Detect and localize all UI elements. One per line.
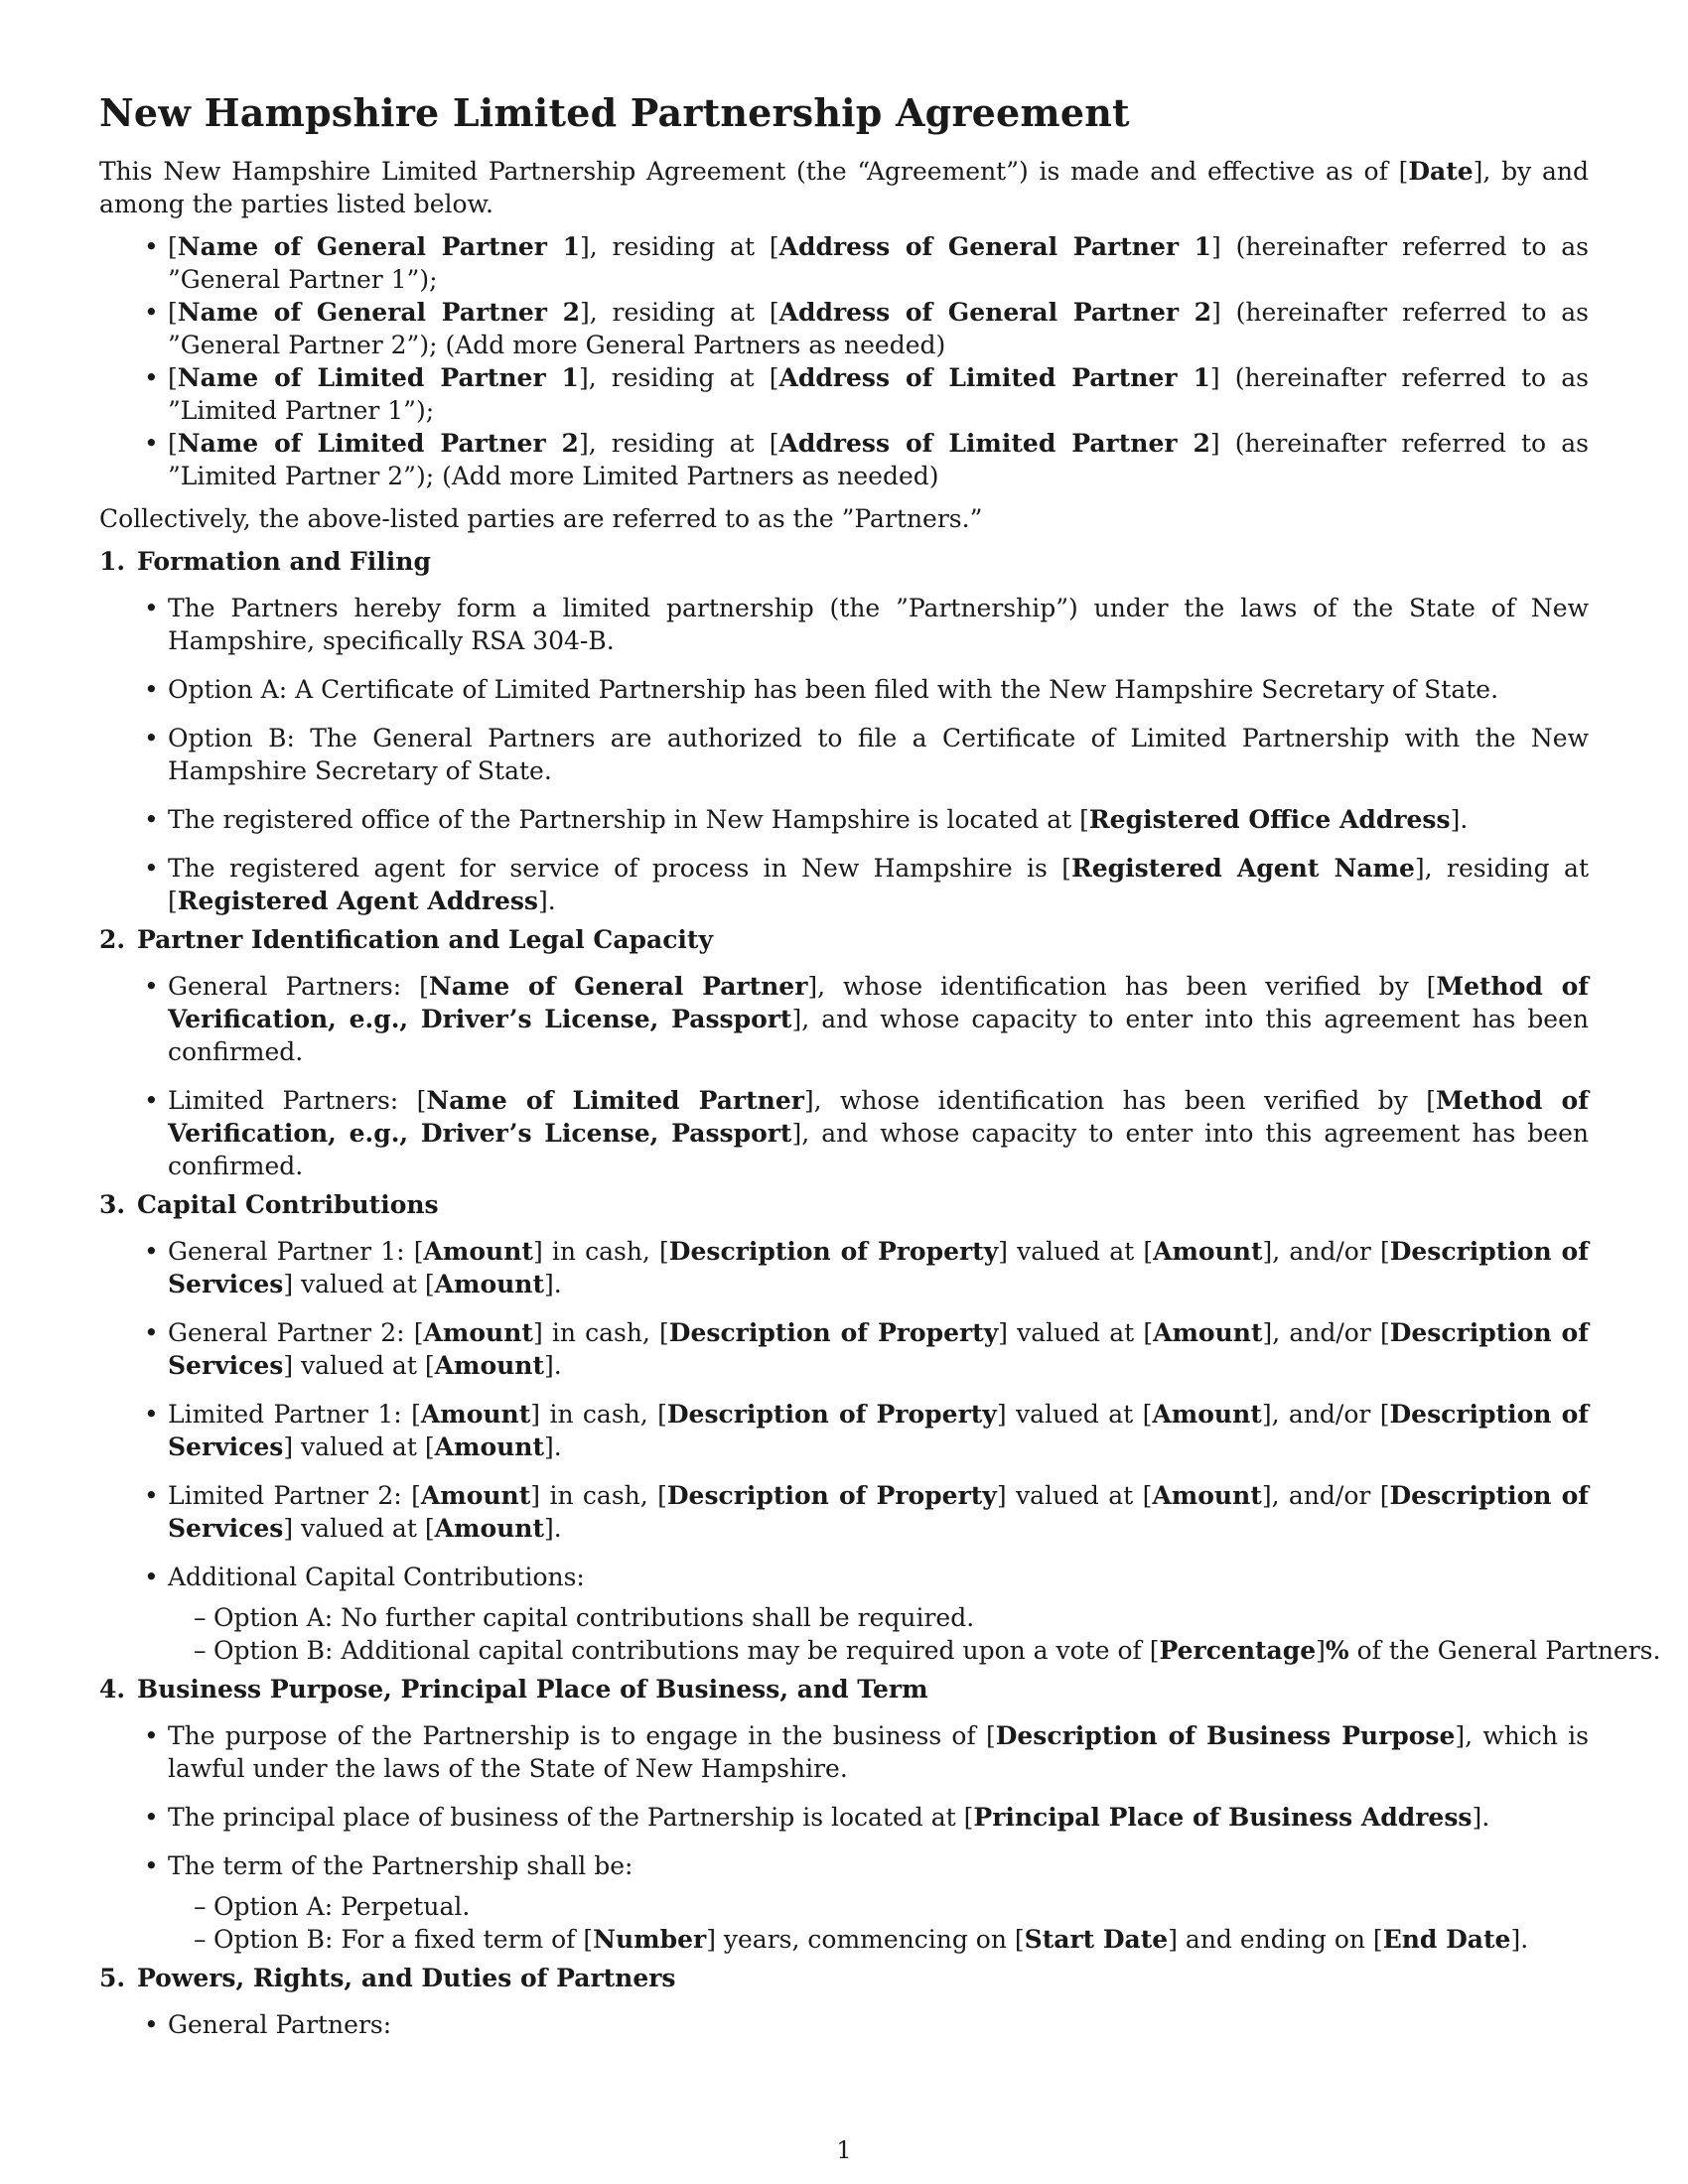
option-item: – Option A: No further capital contributions shall be required. [168, 1601, 1589, 1634]
section-2-list [99, 970, 1589, 1182]
contribution-item: • Limited Partner 2: [Amount] in cash, [Description of Property] valued at [Amount], and/or [Description of Services] valued at [Amount]. [99, 1479, 1589, 1545]
list-item: • Additional Capital Contributions: – Option A: No further capital contributions shall be required. – Option B: Additional capital contributions may be required upon a vote of [Percentage]% of the General Partners. [99, 1561, 1589, 1667]
effective-date-placeholder: Date [1408, 157, 1474, 186]
party-item: • [Name of Limited Partner 2], residing at [Address of Limited Partner 2] (hereinafter referred to as ”Limited Partner 2”); (Add more Limited Partners as needed) [99, 427, 1589, 492]
list-item: • General Partners: [99, 2008, 1589, 2041]
list-item: • The principal place of business of the Partnership is located at [Principal Place of Business Address]. [99, 1801, 1589, 1834]
list-item: • General Partners: [Name of General Partner], whose identification has been verified by [Method of Verification, e.g., Driver’s License, Passport], and whose capacity to enter into this agreement has been confirmed. [99, 970, 1589, 1068]
party-item: • [Name of General Partner 1], residing at [Address of General Partner 1] (hereinafter referred to as ”General Partner 1”); [99, 230, 1589, 296]
option-item: – Option A: Perpetual. [168, 1890, 1589, 1923]
additional-options-list [168, 1601, 1661, 1667]
party-item: • [Name of General Partner 2], residing at [Address of General Partner 2] (hereinafter referred to as ”General Partner 2”); (Add more General Partners as needed) [99, 296, 1589, 361]
section-heading-powers-rights: 5. Powers, Rights, and Duties of Partners [99, 1964, 676, 1992]
option-item: – Option B: For a fixed term of [Number] years, commencing on [Start Date] and ending on [End Date]. [168, 1923, 1589, 1956]
intro-paragraph: This New Hampshire Limited Partnership Agreement (the “Agreement”) is made and effective as of [Date], by and among the parties listed below. [99, 157, 1589, 218]
list-item: • The registered office of the Partnership in New Hampshire is located at [Registered Office Address]. [99, 803, 1589, 836]
document-title: New Hampshire Limited Partnership Agreement [99, 90, 1130, 135]
contribution-item: • General Partner 2: [Amount] in cash, [Description of Property] valued at [Amount], and/or [Description of Services] valued at [Amount]. [99, 1316, 1589, 1382]
list-item: • Option B: The General Partners are authorized to file a Certificate of Limited Partnership with the New Hampshire Secretary of State. [99, 722, 1589, 787]
list-item: • The registered agent for service of process in New Hampshire is [Registered Agent Name], residing at [Registered Agent Address]. [99, 852, 1589, 917]
section-3-list [99, 1235, 1661, 1667]
list-item: • The Partners hereby form a limited partnership (the ”Partnership”) under the laws of the State of New Hampshire, specifically RSA 304-B. [99, 592, 1589, 657]
list-item: • Option A: A Certificate of Limited Partnership has been filed with the New Hampshire Secretary of State. [99, 673, 1589, 706]
list-item: • The purpose of the Partnership is to engage in the business of [Description of Business Purpose], which is lawful under the laws of the State of New Hampshire. [99, 1719, 1589, 1785]
contribution-item: • Limited Partner 1: [Amount] in cash, [Description of Property] valued at [Amount], and/or [Description of Services] valued at [Amount]. [99, 1398, 1589, 1463]
section-heading-business-purpose: 4. Business Purpose, Principal Place of Business, and Term [99, 1675, 928, 1704]
contribution-item: • General Partner 1: [Amount] in cash, [Description of Property] valued at [Amount], and/or [Description of Services] valued at [Amount]. [99, 1235, 1589, 1300]
section-4-list [99, 1719, 1589, 1956]
document-page [99, 79, 1661, 2164]
page-number: 1 [836, 2136, 852, 2164]
section-heading-formation: 1. Formation and Filing [99, 547, 431, 576]
list-item: • Limited Partners: [Name of Limited Partner], whose identification has been verified by [Method of Verification, e.g., Driver’s License, Passport], and whose capacity to enter into this agreement has been confirmed. [99, 1084, 1589, 1182]
section-heading-capital-contributions: 3. Capital Contributions [99, 1190, 439, 1219]
section-1-list [99, 592, 1589, 917]
list-item: • The term of the Partnership shall be: – Option A: Perpetual. – Option B: For a fixed term of [Number] years, commencing on [Start Date] and ending on [End Date]. [99, 1849, 1589, 1956]
parties-list [99, 230, 1589, 492]
term-options-list [168, 1890, 1589, 1956]
option-item: – Option B: Additional capital contributions may be required upon a vote of [Percentage]% of the General Partners. [168, 1634, 1589, 1667]
section-5-list [99, 2008, 1589, 2041]
section-heading-partner-identification: 2. Partner Identification and Legal Capacity [99, 925, 713, 954]
collectively-paragraph: Collectively, the above-listed parties are referred to as the ”Partners.” [99, 504, 983, 533]
party-item: • [Name of Limited Partner 1], residing at [Address of Limited Partner 1] (hereinafter referred to as ”Limited Partner 1”); [99, 361, 1589, 427]
